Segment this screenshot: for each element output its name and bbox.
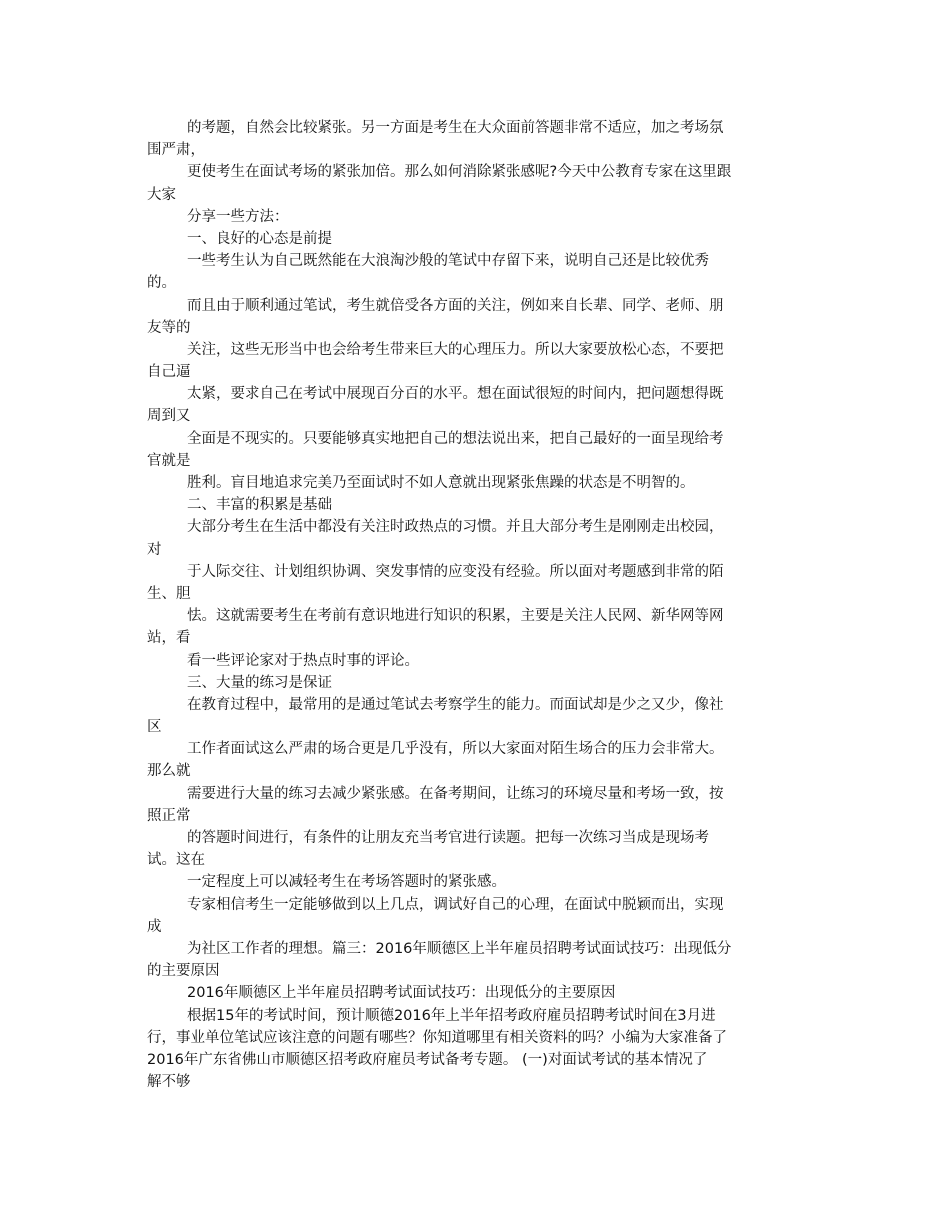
- article-body: [147, 117, 807, 1093]
- text-line: 关注，这些无形当中也会给考生带来巨大的心理压力。所以大家要放松心态，不要把: [187, 341, 724, 358]
- text-line: 解不够: [147, 1074, 191, 1091]
- text-line: 胜利。盲目地追求完美乃至面试时不如人意就出现紧张焦躁的状态是不明智的。: [187, 475, 695, 491]
- text-line: 怯。这就需要考生在考前有意识地进行知识的积累，主要是关注人民网、新华网等网: [187, 608, 724, 625]
- text-line: 成: [147, 918, 162, 935]
- text-line: 友等的: [147, 319, 191, 336]
- text-line: 区: [147, 719, 162, 736]
- text-line: 的答题时间进行，有条件的让朋友充当考官进行读题。把每一次练习当成是现场考: [187, 830, 709, 846]
- text-line: 为社区工作者的理想。篇三：2016年顺德区上半年雇员招聘考试面试技巧：出现低分: [187, 940, 732, 957]
- text-line: 一定程度上可以减轻考生在考场答题时的紧张感。: [187, 874, 506, 891]
- text-line: 站，看: [147, 630, 191, 647]
- text-line: 照正常: [147, 807, 191, 824]
- text-line: 行，事业单位笔试应该注意的问题有哪些？你知道哪里有相关资料的吗？小编为大家准备了: [147, 1029, 727, 1046]
- text-line: 大部分考生在生活中都没有关注时政热点的习惯。并且大部分考生是刚刚走出校园，: [187, 519, 724, 536]
- text-line: 工作者面试这么严肃的场合更是几乎没有，所以大家面对陌生场合的压力会非常大。: [187, 741, 724, 758]
- text-line: 于人际交往、计划组织协调、突发事情的应变没有经验。所以面对考题感到非常的陌: [187, 563, 724, 580]
- text-line: 三、大量的练习是保证: [187, 674, 332, 691]
- text-line: 在教育过程中，最常用的是通过笔试去考察学生的能力。而面试却是少之又少，像社: [187, 696, 724, 713]
- text-line: 全面是不现实的。只要能够真实地把自己的想法说出来，把自己最好的一面呈现给考: [187, 430, 724, 447]
- text-line: 大家: [147, 186, 176, 203]
- text-line: 专家相信考生一定能够做到以上几点，调试好自己的心理，在面试中脱颖而出，实现: [187, 896, 724, 913]
- text-line: 2016年广东省佛山市顺德区招考政府雇员考试备考专题。 (一)对面试考试的基本情况了: [147, 1051, 708, 1068]
- text-line: 而且由于顺利通过笔试，考生就倍受各方面的关注，例如来自长辈、同学、老师、朋: [187, 297, 724, 314]
- text-line: 太紧，要求自己在考试中展现百分百的水平。想在面试很短的时间内，把问题想得既: [187, 386, 724, 403]
- text-line: 自己逼: [147, 364, 191, 381]
- text-line: 根据15年的考试时间，预计顺德2016年上半年招考政府雇员招聘考试时间在3月进: [187, 1007, 716, 1024]
- text-line: 的。: [147, 275, 176, 292]
- text-line: 围严肃，: [147, 142, 205, 159]
- text-line: 一、良好的心态是前提: [187, 230, 332, 247]
- text-line: 周到又: [147, 408, 191, 425]
- text-line: 那么就: [147, 763, 191, 780]
- text-line: 试。这在: [147, 852, 205, 869]
- text-line: 二、丰富的积累是基础: [187, 497, 332, 514]
- text-line: 需要进行大量的练习去减少紧张感。在备考期间，让练习的环境尽量和考场一致，按: [187, 785, 724, 802]
- text-line: 分享一些方法：: [187, 208, 289, 225]
- text-line: 更使考生在面试考场的紧张加倍。那么如何消除紧张感呢?今天中公教育专家在这里跟: [187, 164, 732, 181]
- text-line: 生、胆: [147, 585, 191, 602]
- text-line: 对: [147, 541, 162, 558]
- text-line: 官就是: [147, 452, 191, 469]
- text-line: 2016年顺德区上半年雇员招聘考试面试技巧：出现低分的主要原因: [187, 985, 616, 1002]
- text-line: 看一些评论家对于热点时事的评论。: [187, 652, 419, 669]
- text-line: 的主要原因: [147, 963, 220, 980]
- text-line: 的考题，自然会比较紧张。另一方面是考生在大众面前答题非常不适应，加之考场氛: [187, 120, 724, 136]
- text-line: 一些考生认为自己既然能在大浪淘沙般的笔试中存留下来，说明自己还是比较优秀: [187, 253, 709, 270]
